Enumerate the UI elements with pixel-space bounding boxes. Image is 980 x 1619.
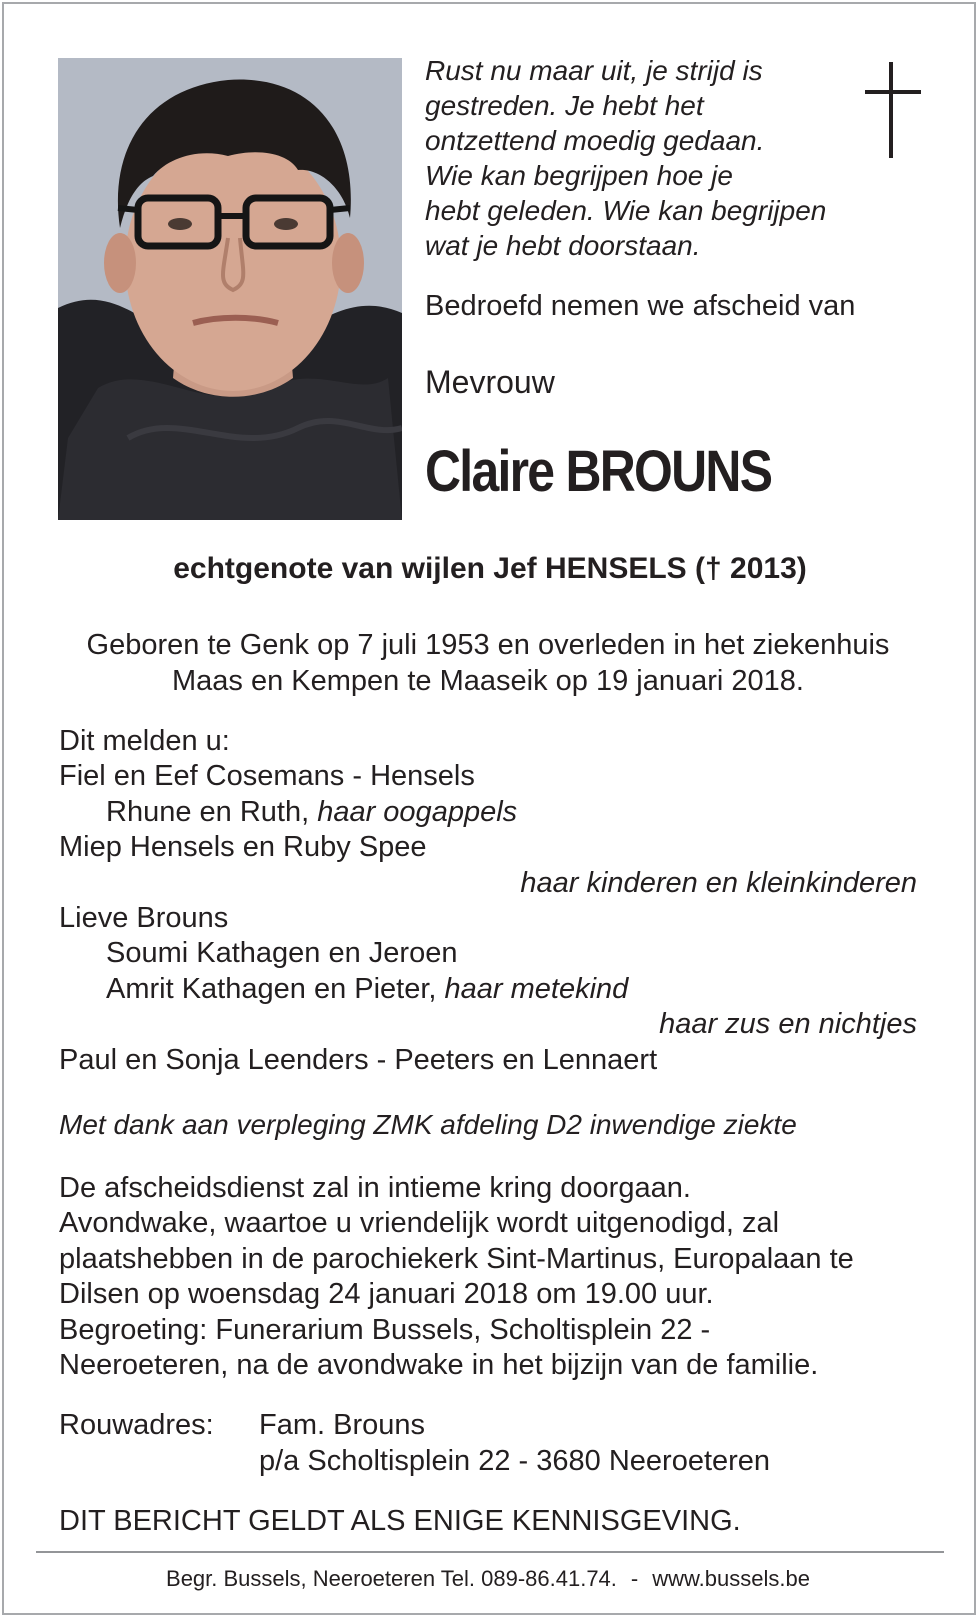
- honorific: Mevrouw: [425, 364, 555, 400]
- address-value: [259, 1407, 770, 1479]
- list-item: Miep Hensels en Ruby Spee: [59, 831, 427, 864]
- list-item: Paul en Sonja Leenders - Peeters en Lennaert: [59, 1043, 658, 1076]
- relation-text: haar zus en nichtjes: [659, 1008, 917, 1041]
- list-item-relation: haar metekind: [444, 972, 629, 1005]
- undertaker-info: Begr. Bussels, Neeroeteren Tel. 089-86.41.74.: [166, 1566, 617, 1591]
- list-item: Lieve Brouns: [59, 902, 229, 935]
- deceased-name: Claire BROUNS: [425, 439, 772, 504]
- address-label: Rouwadres:: [59, 1409, 214, 1441]
- poem-line: ontzettend moedig gedaan.: [425, 125, 765, 156]
- service-line: Begroeting: Funerarium Bussels, Scholtisplein 22 -: [59, 1313, 711, 1346]
- list-item-relation: haar oogappels: [317, 795, 518, 828]
- poem-line: Rust nu maar uit, je strijd is: [425, 55, 763, 86]
- service-line: De afscheidsdienst zal in intieme kring doorgaan.: [59, 1172, 691, 1204]
- service-line: plaatshebben in de parochiekerk Sint-Martinus, Europalaan te: [59, 1242, 854, 1275]
- address-line: Fam. Brouns: [259, 1409, 425, 1441]
- list-item-text: Rhune en Ruth,: [106, 795, 318, 828]
- list-item: [59, 972, 917, 1007]
- notice-line: DIT BERICHT GELDT ALS ENIGE KENNISGEVING.: [59, 1505, 741, 1537]
- address-line: p/a Scholtisplein 22 - 3680 Neeroeteren: [259, 1445, 771, 1477]
- list-item: Soumi Kathagen en Jeroen: [106, 937, 458, 970]
- family-heading: Dit melden u:: [59, 725, 230, 757]
- thanks-line: Met dank aan verpleging ZMK afdeling D2 inwendige ziekte: [59, 1109, 797, 1140]
- footer: [0, 1565, 976, 1593]
- cross-icon: [865, 62, 921, 158]
- death-line: Maas en Kempen te Maaseik op 19 januari 2018.: [172, 665, 804, 697]
- poem-line: wat je hebt doorstaan.: [425, 230, 701, 261]
- poem: [425, 53, 885, 263]
- footer-divider: [36, 1551, 944, 1553]
- relation-text: haar kinderen en kleinkinderen: [520, 866, 917, 899]
- poem-line: gestreden. Je hebt het: [425, 90, 704, 121]
- service-line: Dilsen op woensdag 24 januari 2018 om 19.00 uur.: [59, 1278, 714, 1311]
- poem-line: hebt geleden. Wie kan begrijpen: [425, 195, 827, 226]
- service-line: Avondwake, waartoe u vriendelijk wordt uitgenodigd, zal: [59, 1207, 780, 1240]
- footer-separator: -: [630, 1566, 639, 1591]
- poem-line: Wie kan begrijpen hoe je: [425, 160, 733, 191]
- birth-line: Geboren te Genk op 7 juli 1953 en overleden in het ziekenhuis: [86, 629, 890, 661]
- intro-text: Bedroefd nemen we afscheid van: [425, 290, 856, 322]
- birth-death-info: [0, 627, 976, 699]
- portrait-photo: [58, 58, 402, 520]
- relation-caption: [59, 866, 917, 901]
- list-item: [59, 795, 917, 830]
- relation-caption: [59, 1007, 917, 1042]
- spouse-line: echtgenote van wijlen Jef HENSELS († 2013): [173, 552, 807, 585]
- service-info: [59, 1171, 939, 1383]
- list-item: Fiel en Eef Cosemans - Hensels: [59, 760, 475, 793]
- family-list: [59, 724, 917, 1078]
- list-item-text: Amrit Kathagen en Pieter,: [106, 972, 445, 1005]
- service-line: Neeroeteren, na de avondwake in het bijzijn van de familie.: [59, 1349, 819, 1382]
- website-link[interactable]: www.bussels.be: [652, 1566, 810, 1591]
